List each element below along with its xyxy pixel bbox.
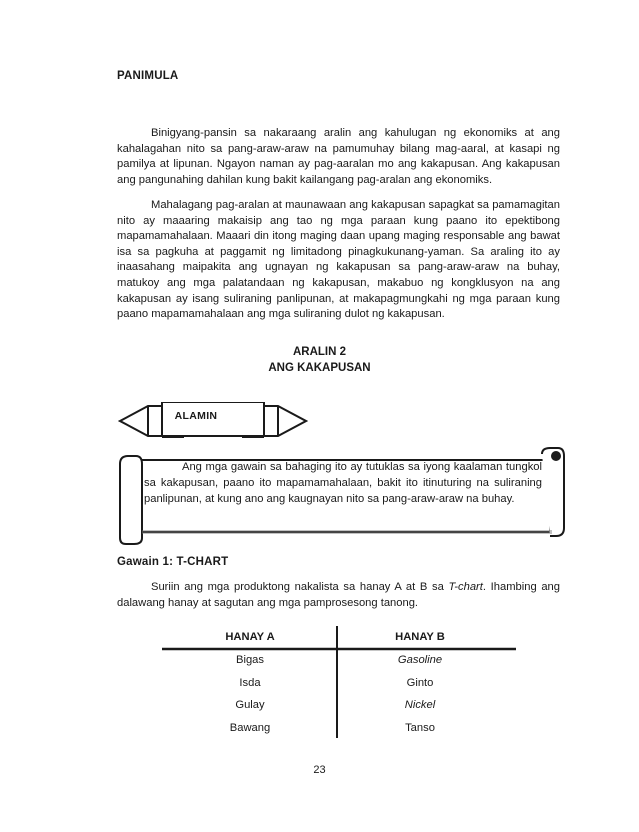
gawain-heading: Gawain 1: T-CHART [117,556,229,568]
panimula-paragraph-2: Mahalagang pag-aralan at maunawaan ang kakapusan sapagkat sa pamamagitan nito ay maaaring makaisip ang tao ng mga paraan kung paano ito epektibong mapamamahalaan. Maaari din itong maging daan upang maging responsable ang bawat isa sa pagkuha at paggamit ng limitadong pinagkukunang-yaman. Sa araling ito ay inaasahang maipakita ang ugnayan ng kakapusan sa pang-araw-araw na buhay, matukoy ang mga palatandaan ng kakapusan, makabuo ng kongklusyon na ang kakapusan ay isang suliraning panlipunan, at makapagmungkahi ng mga paraan kung paano mapamamahalaan ang mga suliraning dulot ng kakapusan. [117,199,560,321]
t-chart-header-a: HANAY A [225,631,275,643]
t-chart-cell-b: Nickel [404,699,436,711]
panimula-heading: PANIMULA [117,70,179,82]
gawain-instructions: Suriin ang mga produktong nakalista sa hanay A at B sa T-chart. Ihambing ang dalawang hanay at sagutan ang mga pamprosesong tanong. [117,581,560,609]
alamin-text: Ang mga gawain sa bahaging ito ay tutuklas sa iyong kaalaman tungkol sa kakapusan, paano ito mapamamahalaan, bakit ito itinuturing na suliraning panlipunan, at kung ano ang kaugnayan nito sa pang-araw-araw na buhay. [144,461,542,505]
panimula-paragraph-1: Binigyang-pansin sa nakaraang aralin ang kahulugan ng ekonomiks at ang kahalagahan nito sa pang-araw-araw na pamumuhay bilang mag-aaral, at kasapi ng pamilya at lipunan. Ngayon naman ay pag-aaralan mo ang kakapusan. Ang kakapusan ang pangunahing dahilan kung bakit kailangang pag-aralan ang ekonomiks. [117,127,560,186]
t-chart-cell-b: Ginto [406,677,434,689]
alamin-label: ALAMIN [174,410,218,422]
aralin-number: ARALIN 2 [292,346,347,358]
t-chart-cell-a: Bigas [236,654,264,666]
t-chart-header-b: HANAY B [395,631,445,643]
t-chart-cell-b: Tanso [405,722,435,734]
aralin-title: ANG KAKAPUSAN [268,362,371,374]
t-chart-cell-a: Gulay [235,699,265,711]
t-chart-cell-b: Gasoline [397,654,443,666]
page-number: 23 [313,764,326,776]
t-chart-cell-a: Bawang [229,722,271,734]
t-chart-cell-a: Isda [239,677,261,689]
